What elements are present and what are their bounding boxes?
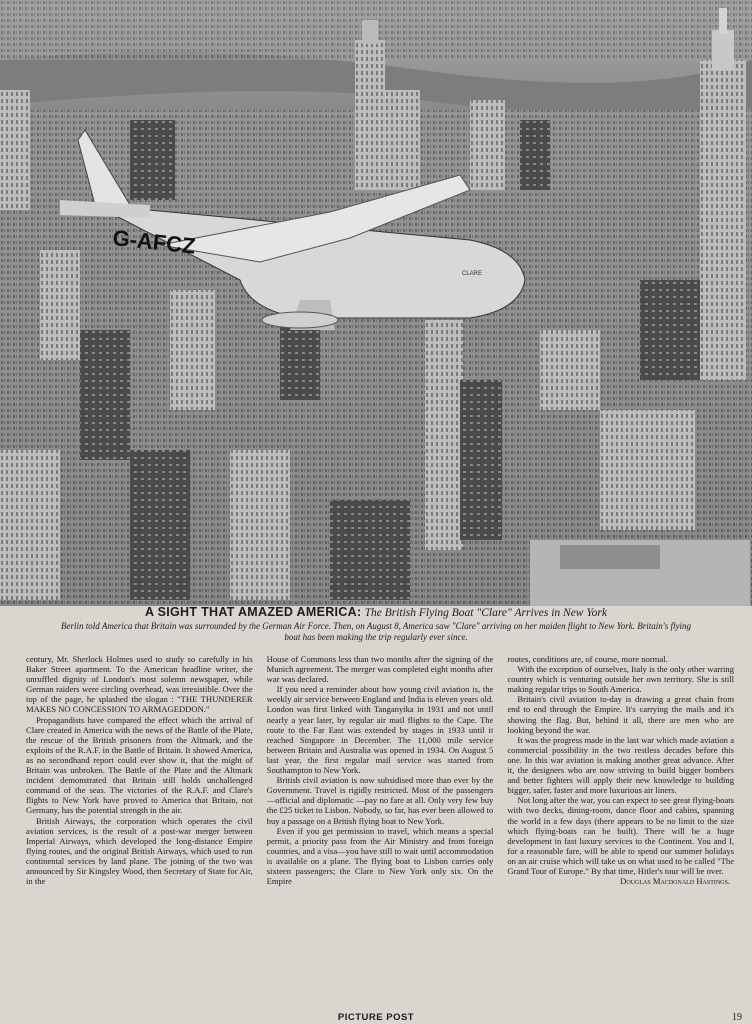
paragraph: House of Commons less than two months after the signing of the Munich agreement. The merger was completed eight months after war was declared. xyxy=(266,654,494,685)
article-body xyxy=(26,654,734,989)
magazine-name: PICTURE POST xyxy=(337,1012,415,1023)
paragraph: Britain's civil aviation to-day is drawing a great chain from end to end through the Empire. It's carrying the mails and it's showing the flag. But, behind it all, there are men who are looking beyond the war. xyxy=(507,694,735,735)
author-signature: Douglas Macdonald Hastings. xyxy=(620,876,731,887)
photo-caption xyxy=(0,602,752,650)
paragraph: British Airways, the corporation which operates the civil aviation services, is the result of a post-war merger between Imperial Airways, which developed the long-distance Empire flying routes, and the original British Airways, which used to run continental services by land plane. The joining of the two was announced by Sir Kingsley Wood, then Secretary of State for Air, in the xyxy=(26,815,253,887)
page-footer xyxy=(0,1014,752,1024)
page-number: 19 xyxy=(732,1012,742,1023)
caption-subtext: Berlin told America that Britain was surrounded by the German Air Force. Then, on August 8, America saw "Clare" arriving on her maiden flight to New York. Britain's flying boat has been making the trip regularly ever since. xyxy=(61,621,691,642)
paragraph: Propagandists have compared the effect which the arrival of Clare created in America with the news of the Battle of the Plate, the rescue of the British prisoners from the Altmark, and the exploits of the R.A.F. in the Battle of Britain. It showed America, as no secondhand report could ever show it, that the might of Britain was unbroken. The Battle of the Plate and the Altmark incident demonstrated that Britain still holds unchallenged command of the seas. The victories of the R.A.F. and Clare's flights to New York have proved to America that Britain, not Germany, has the potential strength in the air. xyxy=(26,714,253,816)
paragraph: century, Mr. Sherlock Holmes used to study so carefully in his Baker Street apartment. To the American headline writer, the unruffled dignity of London's most solemn newspaper, while German raiders were circling overhead, was irresistible. Over the top of the page, he splashed the slogan : "THE THUNDERER MAKES NO CONCESSION TO ARMAGEDDON." xyxy=(26,654,253,715)
headline-title: A SIGHT THAT AMAZED AMERICA: xyxy=(144,605,362,619)
paragraph: If you need a reminder about how young civil aviation is, the weekly air service between England and India is eleven years old. London was first linked with Tanganyika in 1931 and not until nearly a year later, by regular air mail flights to the Cape. The route to the Far East was extended by stages in 1933 until it reached Singapore in December. The 11,000 mile service between Britain and Australia was opened in 1934. On August 5 last year, the first regular mail service was started from Southampton to New York. xyxy=(266,684,494,776)
paragraph: Not long after the war, you can expect to see great flying-boats with two decks, dining-room, dance floor and cabins, spanning the world in a few days (there appears to be no limit to the size which flying-boats can be built). There will be a huge development in fast luxury services to the Continent. You and I, for a reasonable fare, will be able to spend our summer holidays on an air cruise which will take us on what used to be called "The Grand Tour of Europe." By that time, Hitler's tour will be over. xyxy=(507,795,735,876)
article-column-1 xyxy=(26,654,253,989)
paragraph: With the exception of ourselves, Italy is the only other warring country which is venturing outside her own territory. She is still making regular trips to South America. xyxy=(507,664,735,695)
paragraph: routes, conditions are, of course, more normal. xyxy=(507,654,668,664)
paragraph: It was the progress made in the last war which made aviation a commercial possibility in the two restless decades before this one. In this war aviation is making another great advance. After it, the designers who are now striving to build bigger bombers and better fighters will apply their new knowledge to building bigger, safer, faster and more luxurious air liners. xyxy=(507,734,735,796)
article-column-3 xyxy=(507,654,734,989)
caption-headline xyxy=(0,604,752,621)
article-column-2 xyxy=(267,654,494,989)
paragraph: British civil aviation is now subsidised more than ever by the Government. Travel is rigidly restricted. Most of the passengers—official and diplomatic —pay no fare at all. Only very few buy the £25 ticket to Lisbon. Nobody, so far, has ever been allowed to buy a passage on a British flying boat to New York. xyxy=(266,775,494,826)
paragraph: Even if you get permission to travel, which means a special permit, a priority pass from the Air Ministry and from foreign countries, and a visa—you have still to wait until accommodation is available on a plane. The flying boat to Lisbon carries only sixteen passengers; the Clare to New York only six. On the Empire xyxy=(266,825,494,887)
plane-name: CLARE xyxy=(462,271,483,277)
plane-registration: G-AFCZ xyxy=(111,225,197,259)
headline-subtitle: The British Flying Boat "Clare" Arrives in New York xyxy=(364,607,608,619)
